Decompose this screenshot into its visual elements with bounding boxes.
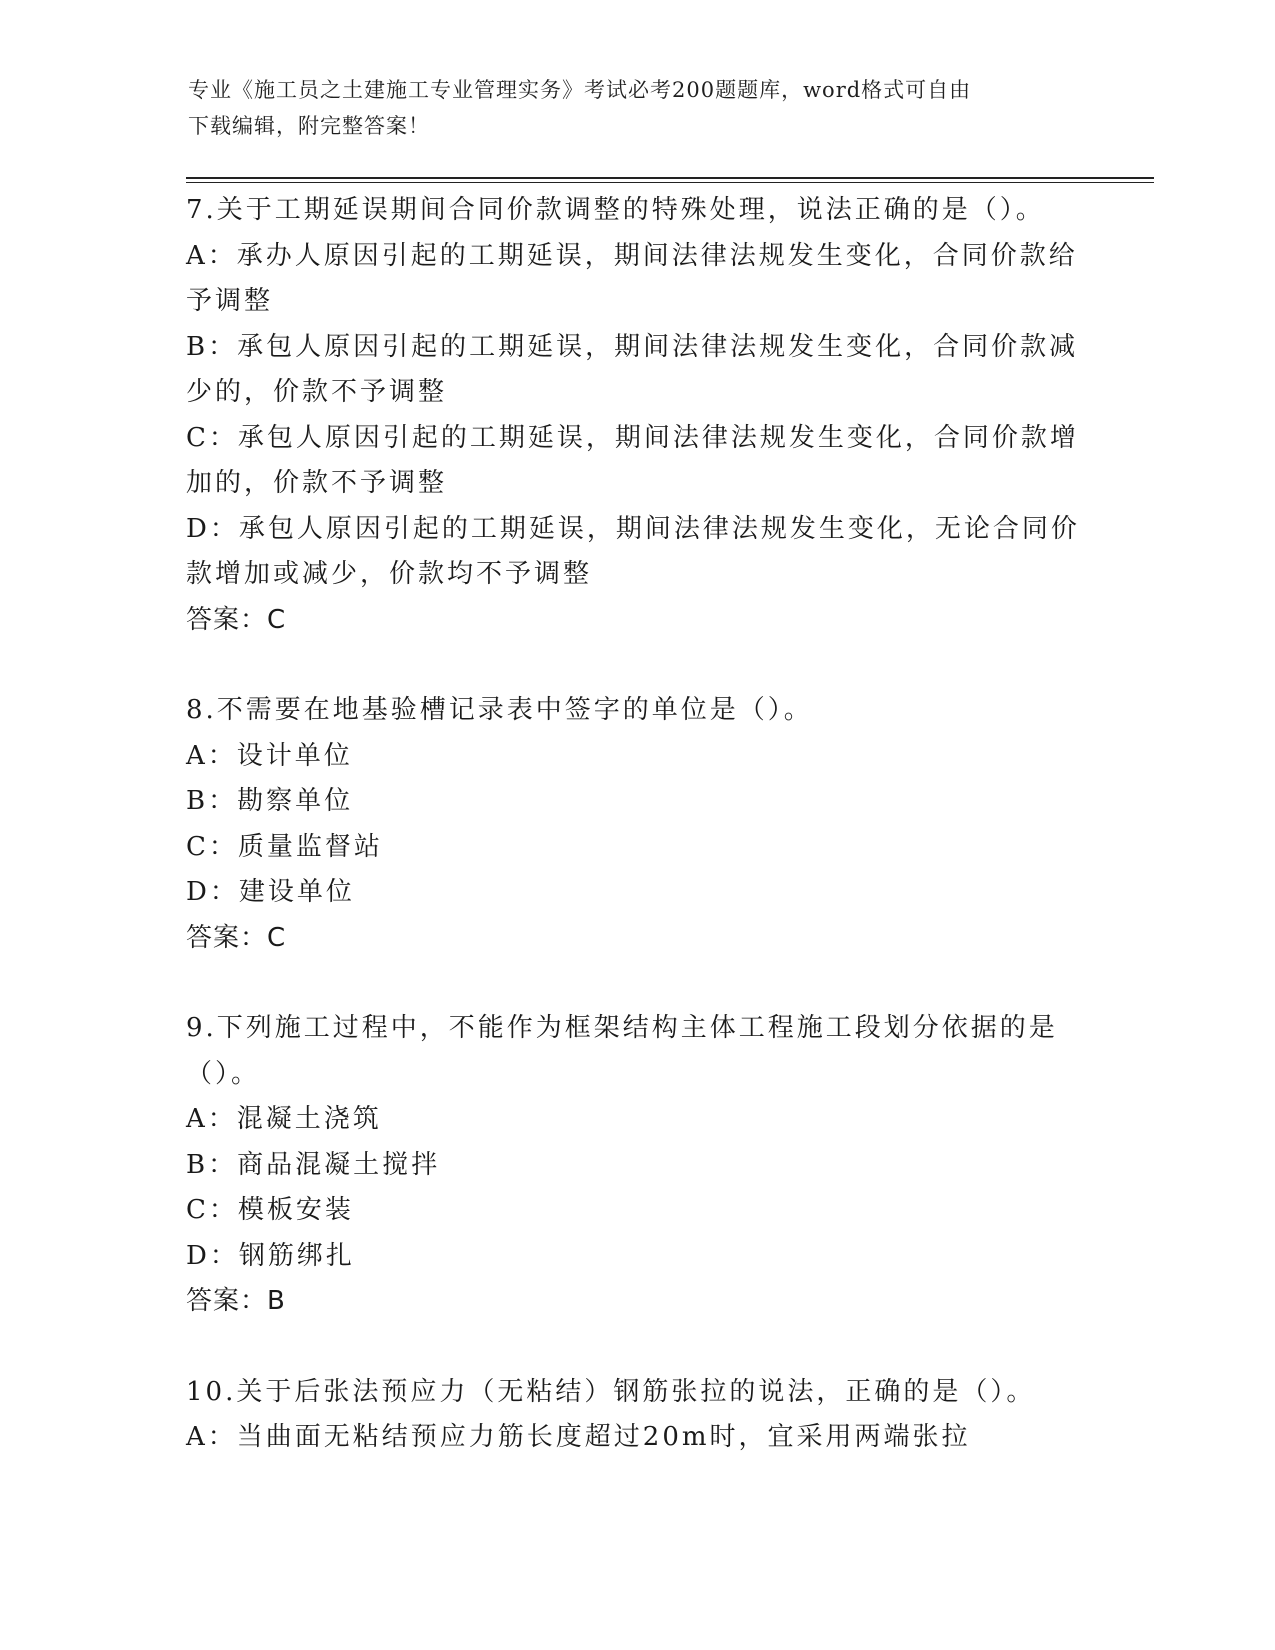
question-option: D：钢筋绑扎 [186,1240,355,1271]
question-option: A：混凝土浇筑 [186,1104,382,1134]
question-block [186,1370,1086,1461]
question-option: A：当曲面无粘结预应力筋长度超过20m时，宜采用两端张拉 [186,1422,971,1452]
header-divider-thick [186,177,1154,179]
question-option: D：建设单位 [186,877,355,907]
question-option: 加的，价款不予调整 [186,468,448,498]
question-option: D：承包人原因引起的工期延误，期间法律法规发生变化，无论合同价 [186,513,1080,544]
question-option: 款增加或减少，价款均不予调整 [186,559,593,589]
question-stem: 8.不需要在地基验槽记录表中签字的单位是（）。 [186,695,813,725]
question-option: A：设计单位 [186,740,353,771]
header-line-1: 专业《施工员之土建施工专业管理实务》考试必考200题题库，word格式可自由 [188,78,972,102]
question-stem: 7.关于工期延误期间合同价款调整的特殊处理，说法正确的是（）。 [186,195,1045,225]
question-option: B：承包人原因引起的工期延误，期间法律法规发生变化，合同价款减 [186,331,1079,362]
question-block [186,188,1086,643]
question-spacer [186,643,1086,688]
question-option: B：商品混凝土搅拌 [186,1149,441,1180]
question-spacer [186,1325,1086,1370]
question-stem: 9.下列施工过程中，不能作为框架结构主体工程施工段划分依据的是 [186,1013,1058,1043]
answer-label: 答案：C [186,604,287,635]
answer-label: 答案：B [186,1286,286,1316]
answer-label: 答案：C [186,922,287,953]
question-list [186,188,1086,1461]
question-stem: 10.关于后张法预应力（无粘结）钢筋张拉的说法，正确的是（）。 [186,1376,1036,1407]
question-option: C：承包人原因引起的工期延误，期间法律法规发生变化，合同价款增 [186,422,1079,453]
question-stem: （）。 [186,1058,261,1089]
document-header [188,72,1068,144]
question-spacer [186,961,1086,1006]
question-option: A：承办人原因引起的工期延误，期间法律法规发生变化，合同价款给 [186,240,1078,271]
question-block [186,1006,1086,1325]
question-option: C：模板安装 [186,1195,354,1225]
header-divider-thin [186,182,1154,183]
question-option: C：质量监督站 [186,831,383,862]
question-block [186,688,1086,961]
question-option: 予调整 [186,286,274,316]
question-option: 少的，价款不予调整 [186,377,448,407]
header-line-2: 下载编辑，附完整答案！ [188,114,430,138]
question-option: B：勘察单位 [186,786,354,816]
